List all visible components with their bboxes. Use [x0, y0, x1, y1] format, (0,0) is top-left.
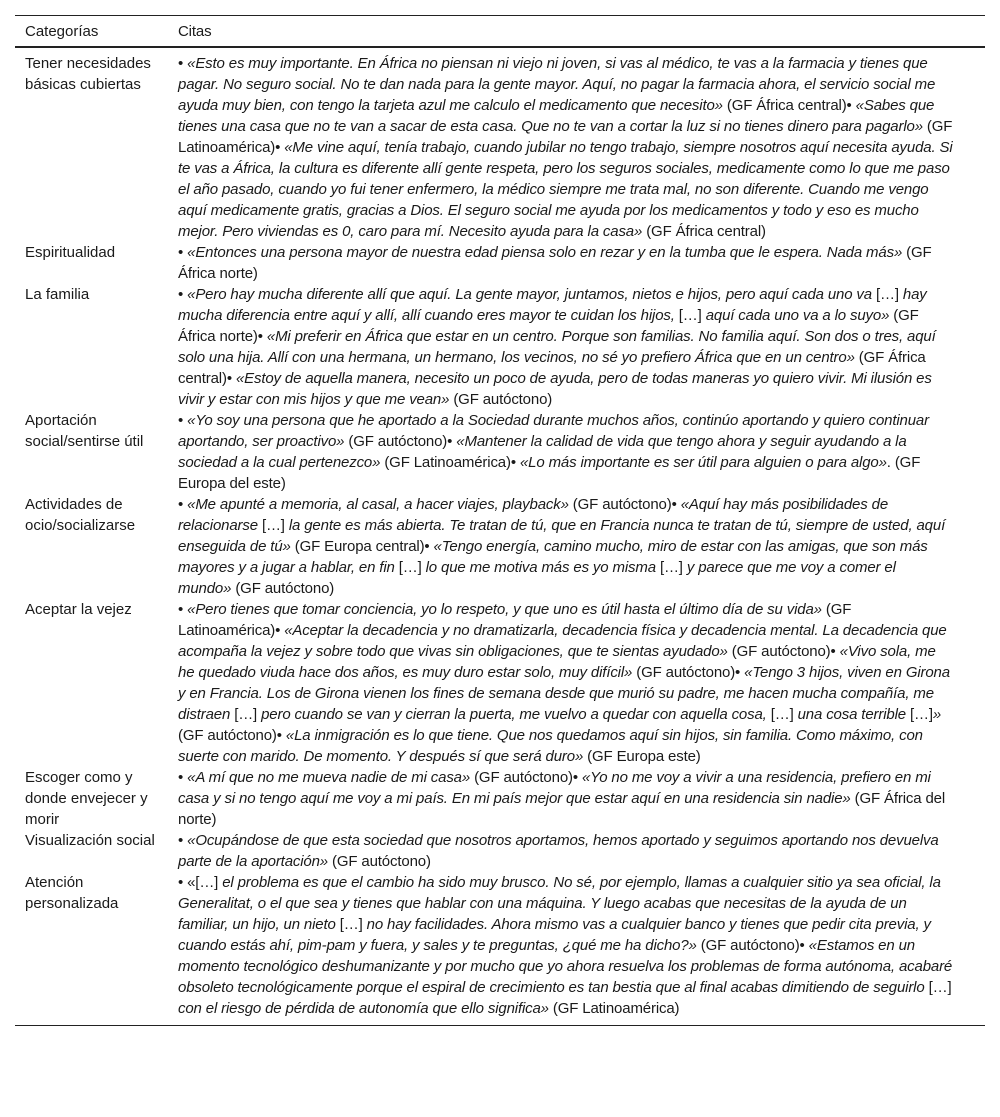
quote-text: con el riesgo de pérdida de autonomía que ello significa» [178, 1000, 549, 1017]
category-cell: La familia [25, 286, 90, 303]
quote-source: (GF África central)• [722, 97, 856, 114]
quote-text: » [932, 706, 942, 723]
quote-text: «Yo no me voy a vivir a una residencia, prefiero en mi casa y si no tengo aquí me voy a mi país. En mi país mejor que estar aquí en una residencia sin nadie» [178, 769, 931, 807]
quote-source: • [178, 244, 188, 261]
header-categorias: Categorías [25, 22, 99, 40]
quote-text: «Entonces una persona mayor de nuestra edad piensa solo en rezar y en la tumba que le espera. Nada más» [187, 244, 903, 261]
quote-source: […] [398, 559, 422, 576]
quote-text: no hay facilidades. Ahora mismo vas a cualquier banco y tienes que pedir cita previa, y cuando estás ahí, pim-pam y fuera, y sales y te preguntas, ¿qué me ha dicho?» [178, 916, 931, 954]
quote-text: «Tengo 3 hijos, viven en Girona y en Francia. Los de Girona vienen los fines de semana desde que murió su padre, me hacen mucha compañía, me distraen [178, 664, 950, 723]
quotes-cell [178, 830, 953, 872]
category-cell: Actividades de ocio/socializarse [25, 496, 136, 534]
quote-text: una cosa terrible [793, 706, 910, 723]
quote-text: «Mi preferir en África que estar en un centro. Porque son familias. No familia aquí. Son dos o tres, aquí solo una hija. Allí con una hermana, un hermano, los vecinos, no sé yo prefiero África que en un centro» [178, 328, 936, 366]
header-citas: Citas [178, 22, 212, 40]
quote-source: • [178, 496, 188, 513]
quote-source: (GF Latinoamérica)• [380, 454, 520, 471]
category-cell: Atención personalizada [25, 874, 119, 912]
quote-source: (GF Latinoamérica)• [178, 118, 953, 156]
table-row [15, 767, 985, 830]
quote-text: «Lo más importante es ser útil para alguien o para algo» [519, 454, 887, 471]
quote-text: «Mantener la calidad de vida que tengo ahora y seguir ayudando a la sociedad a la cual pertenezco» [178, 433, 907, 471]
quote-text: pero cuando se van y cierran la puerta, me vuelvo a quedar con aquella cosa, [257, 706, 771, 723]
quote-source: (GF África norte)• [178, 307, 919, 345]
quote-source: (GF autóctono)• [632, 664, 745, 681]
quote-text: «Aceptar la decadencia y no dramatizarla, decadencia física y decadencia mental. La decadencia que acompaña la vejez y sobre todo que vivas sin obligaciones, que te sientas ayudado» [178, 622, 947, 660]
quote-source: (GF autóctono) [449, 391, 553, 408]
category-cell: Espiritualidad [25, 244, 116, 261]
quote-source: • [178, 769, 188, 786]
quote-source: • [178, 286, 188, 303]
quote-source: (GF Europa central)• [290, 538, 434, 555]
quote-text: «Yo soy una persona que he aportado a la Sociedad durante muchos años, continúo aportando y quiero continuar aportando, ser proactivo» [178, 412, 929, 450]
quote-source: • [178, 832, 188, 849]
category-cell: Tener necesidades básicas cubiertas [25, 55, 151, 93]
table-bottom-rule [15, 1025, 985, 1026]
quote-source: (GF autóctono)• [727, 643, 840, 660]
quote-source: […] [234, 706, 258, 723]
quote-source: • [178, 412, 188, 429]
table-row [15, 410, 985, 494]
quotes-cell [178, 494, 953, 599]
quote-source: • «[…] [178, 874, 219, 891]
quote-source: • [178, 601, 188, 618]
quote-source: (GF autóctono) [328, 853, 431, 870]
quotes-cell [178, 53, 953, 242]
quote-text: lo que me motiva más es yo misma [421, 559, 660, 576]
table-row [15, 872, 985, 1019]
table-row [15, 494, 985, 599]
quote-text: «Esto es muy importante. En África no piensan ni viejo ni joven, si vas al médico, te vas a la farmacia y tienes que pagar. No seguro social. No te dan nada para la gente mayor. Aquí, no pagar la farmacia ahora, el servicio social me ayuda muy bien, con tengo la tarjeta azul me calculo el medicamento que necesito» [178, 55, 936, 114]
table-header [15, 16, 985, 46]
quote-source: • [178, 55, 188, 72]
category-cell: Aportación social/sentirse útil [25, 412, 144, 450]
table-row [15, 284, 985, 410]
quote-text: «Estoy de aquella manera, necesito un poco de ayuda, pero de todas maneras yo quiero vivir. Mi ilusión es vivir y estar con mis hijos y que me vean» [178, 370, 932, 408]
category-cell: Escoger como y donde envejecer y morir [25, 769, 148, 828]
quote-text: «Tengo energía, camino mucho, miro de estar con las amigas, que son más mayores y a jugar a hablar, en fin [178, 538, 928, 576]
quote-text: aquí cada uno va a lo suyo» [701, 307, 890, 324]
quote-text: «Ocupándose de que esta sociedad que nosotros aportamos, hemos aportado y seguimos aportando nos devuelva parte de la aportación» [178, 832, 939, 870]
quote-source: (GF África norte) [178, 244, 932, 282]
quote-text: «Estamos en un momento tecnológico deshumanizante y por mucho que yo ahora resuelva los problemas de forma autónoma, acabaré obsoleto tecnológicamente porque el espiral de crecimiento es tan bestia que al final acabas dimitiendo de seguirlo [178, 937, 953, 996]
quote-source: . (GF Europa del este) [178, 454, 921, 492]
quote-source: […] [770, 706, 794, 723]
quote-source: (GF autóctono)• [696, 937, 809, 954]
quote-text: hay mucha diferencia entre aquí y allí, allí cuando eres mayor te cuidan los hijos, [178, 286, 927, 324]
quote-text: «Me apunté a memoria, al casal, a hacer viajes, playback» [187, 496, 569, 513]
quote-text: «Sabes que tienes una casa que no te van a sacar de esta casa. Que no te van a cortar la luz si no tienes dinero para pagarlo» [178, 97, 935, 135]
quotes-cell [178, 767, 953, 830]
table-row [15, 599, 985, 767]
quote-text: «Pero hay mucha diferente allí que aquí. La gente mayor, juntamos, nietos e hijos, pero aquí cada uno va [187, 286, 876, 303]
quotes-table [15, 15, 985, 1026]
quote-source: […] [659, 559, 683, 576]
table-body [15, 48, 985, 1019]
quote-source: (GF autóctono)• [470, 769, 582, 786]
quote-source: (GF autóctono) [231, 580, 335, 597]
quotes-cell [178, 284, 953, 410]
quotes-cell [178, 410, 953, 494]
quote-text: «Aquí hay más posibilidades de relacionarse [178, 496, 889, 534]
quote-source: […] [339, 916, 363, 933]
quote-source: […] [876, 286, 899, 303]
table-row [15, 242, 985, 284]
quote-text: «Pero tienes que tomar conciencia, yo lo respeto, y que uno es útil hasta el último día de su vida» [187, 601, 822, 618]
quote-source: (GF autóctono)• [178, 727, 286, 744]
quote-source: (GF Latinoamérica) [548, 1000, 680, 1017]
quote-text: la gente es más abierta. Te tratan de tú, que en Francia nunca te tratan de tú, siempre de usted, aquí enseguida de tú» [178, 517, 946, 555]
quote-source: (GF Latinoamérica)• [178, 601, 852, 639]
table-row [15, 53, 985, 242]
category-cell: Visualización social [25, 832, 155, 849]
quotes-cell [178, 872, 953, 1019]
quote-source: (GF autóctono)• [344, 433, 457, 450]
quote-text: «Vivo sola, me he quedado viuda hace dos años, es muy duro estar solo, muy difícil» [178, 643, 936, 681]
quote-source: (GF África central) [642, 223, 766, 240]
quote-source: (GF autóctono)• [568, 496, 681, 513]
quotes-cell [178, 242, 953, 284]
quote-text: «A mí que no me mueva nadie de mi casa» [187, 769, 471, 786]
quotes-cell [178, 599, 953, 767]
quote-source: (GF África central)• [178, 349, 926, 387]
quote-text: «Me vine aquí, tenía trabajo, cuando jubilar no tengo trabajo, siempre nosotros aquí necesita ayuda. Si te vas a África, la cultura es diferente allí gente respeta, pero los seguros sociales, medicamente como lo que me paso el año pasado, cuando yo fui tener enfermero, la médico siempre me trata mal, no son diferente. Cuando me vengo aquí medicamente gratis, gracias a Dios. El seguro social me ayuda por los medicamentos y todo y eso es mucho mejor. Pero viviendas es 0, caro para mí. Necesito ayuda para la casa» [178, 139, 953, 240]
table-row [15, 830, 985, 872]
quote-text: el problema es que el cambio ha sido muy brusco. No sé, por ejemplo, llamas a cualquier sitio ya sea oficial, la Generalitat, o el que sea y tienes que hablar con una máquina. Y luego acabas que necesitas de la ayuda de un familiar, un hijo, un nieto [178, 874, 941, 933]
quote-source: […] [261, 517, 285, 534]
category-cell: Aceptar la vejez [25, 601, 132, 618]
quote-source: […] [678, 307, 702, 324]
quote-source: (GF África del norte) [178, 790, 946, 828]
quote-source: […] [928, 979, 952, 996]
quote-source: […] [909, 706, 933, 723]
quote-text: y parece que me voy a comer el mundo» [178, 559, 896, 597]
quote-text: «La inmigración es lo que tiene. Que nos quedamos aquí sin hijos, sin familia. Como máximo, con suerte con marido. De momento. Y después sí que será duro» [178, 727, 923, 765]
quote-source: (GF Europa este) [583, 748, 701, 765]
